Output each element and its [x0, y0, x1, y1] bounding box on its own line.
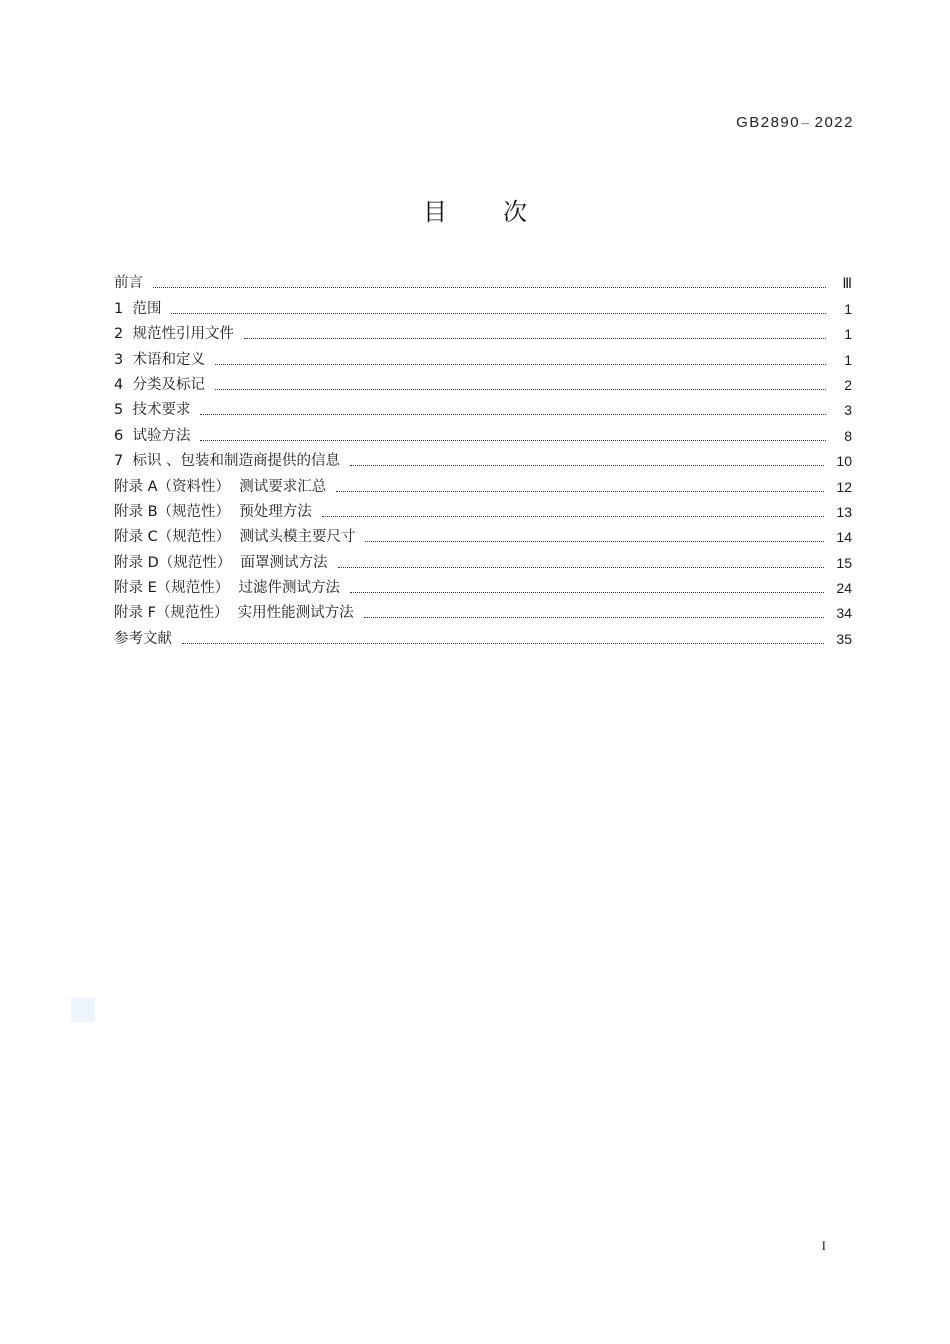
table-of-contents — [114, 267, 852, 648]
toc-entry-page: 24 — [836, 580, 852, 597]
toc-entry-label: 5 技术要求 — [114, 402, 191, 419]
toc-entry-normative-references[interactable] — [114, 318, 852, 343]
toc-leader-dots — [200, 414, 826, 415]
standard-code-year: 2022 — [814, 114, 854, 131]
toc-entry-page: 2 — [844, 376, 852, 393]
toc-entry-label: 附录 A（资料性） 测试要求汇总 — [114, 478, 327, 495]
toc-entry-label: 前言 — [114, 275, 143, 292]
toc-leader-dots — [215, 364, 826, 365]
toc-leader-dots — [336, 491, 824, 492]
toc-leader-dots — [350, 465, 824, 466]
toc-leader-dots — [182, 643, 824, 644]
toc-leader-dots — [244, 338, 826, 339]
toc-entry-label: 附录 F（规范性） 实用性能测试方法 — [114, 605, 354, 622]
toc-leader-dots — [200, 440, 826, 441]
toc-entry-page: 1 — [844, 351, 852, 368]
toc-entry-label: 6 试验方法 — [114, 427, 191, 444]
scan-artifact — [71, 997, 95, 1022]
toc-entry-label: 参考文献 — [114, 630, 172, 647]
toc-leader-dots — [350, 592, 824, 593]
toc-entry-annex-e[interactable] — [114, 572, 852, 597]
toc-entry-label: 附录 C（规范性） 测试头模主要尺寸 — [114, 529, 356, 546]
toc-entry-annex-d[interactable] — [114, 546, 852, 571]
toc-entry-label: 2 规范性引用文件 — [114, 326, 234, 343]
toc-entry-annex-a[interactable] — [114, 470, 852, 495]
toc-entry-page: 1 — [844, 300, 852, 317]
toc-entry-annex-c[interactable] — [114, 521, 852, 546]
toc-leader-dots — [364, 617, 825, 618]
toc-entry-marking-packaging[interactable] — [114, 445, 852, 470]
toc-entry-bibliography[interactable] — [114, 622, 852, 647]
standard-code — [736, 114, 854, 131]
toc-entry-page: 35 — [836, 630, 852, 647]
toc-entry-page: 8 — [844, 427, 852, 444]
toc-entry-label: 1 范围 — [114, 300, 162, 317]
toc-entry-annex-b[interactable] — [114, 496, 852, 521]
toc-entry-classification[interactable] — [114, 369, 852, 394]
toc-entry-test-methods[interactable] — [114, 419, 852, 444]
toc-entry-scope[interactable] — [114, 292, 852, 317]
toc-entry-label: 附录 B（规范性） 预处理方法 — [114, 503, 312, 520]
toc-entry-page: 10 — [836, 453, 852, 470]
toc-entry-page: Ⅲ — [842, 275, 852, 292]
toc-leader-dots — [153, 287, 826, 288]
page-title: 目次 — [423, 198, 583, 226]
toc-entry-label: 附录 D（规范性） 面罩测试方法 — [114, 554, 328, 571]
toc-entry-foreword[interactable] — [114, 267, 852, 292]
toc-entry-page: 12 — [836, 478, 852, 495]
toc-entry-page: 14 — [836, 529, 852, 546]
toc-entry-label: 附录 E（规范性） 过滤件测试方法 — [114, 580, 340, 597]
toc-leader-dots — [171, 313, 826, 314]
toc-leader-dots — [322, 516, 825, 517]
toc-leader-dots — [365, 541, 824, 542]
toc-entry-page: 34 — [836, 605, 852, 622]
toc-entry-annex-f[interactable] — [114, 597, 852, 622]
toc-entry-page: 13 — [836, 503, 852, 520]
standard-code-prefix: GB2890 — [736, 114, 801, 131]
standard-code-separator: — — [801, 118, 811, 128]
toc-entry-page: 15 — [836, 554, 852, 571]
toc-entry-terms-definitions[interactable] — [114, 343, 852, 368]
toc-leader-dots — [338, 567, 825, 568]
toc-entry-label: 4 分类及标记 — [114, 376, 205, 393]
toc-entry-technical-requirements[interactable] — [114, 394, 852, 419]
toc-entry-page: 1 — [844, 326, 852, 343]
footer-page-number: I — [821, 1238, 826, 1253]
toc-entry-page: 3 — [844, 402, 852, 419]
toc-entry-label: 7 标识 、包装和制造商提供的信息 — [114, 453, 341, 470]
toc-entry-label: 3 术语和定义 — [114, 351, 205, 368]
toc-leader-dots — [215, 389, 826, 390]
